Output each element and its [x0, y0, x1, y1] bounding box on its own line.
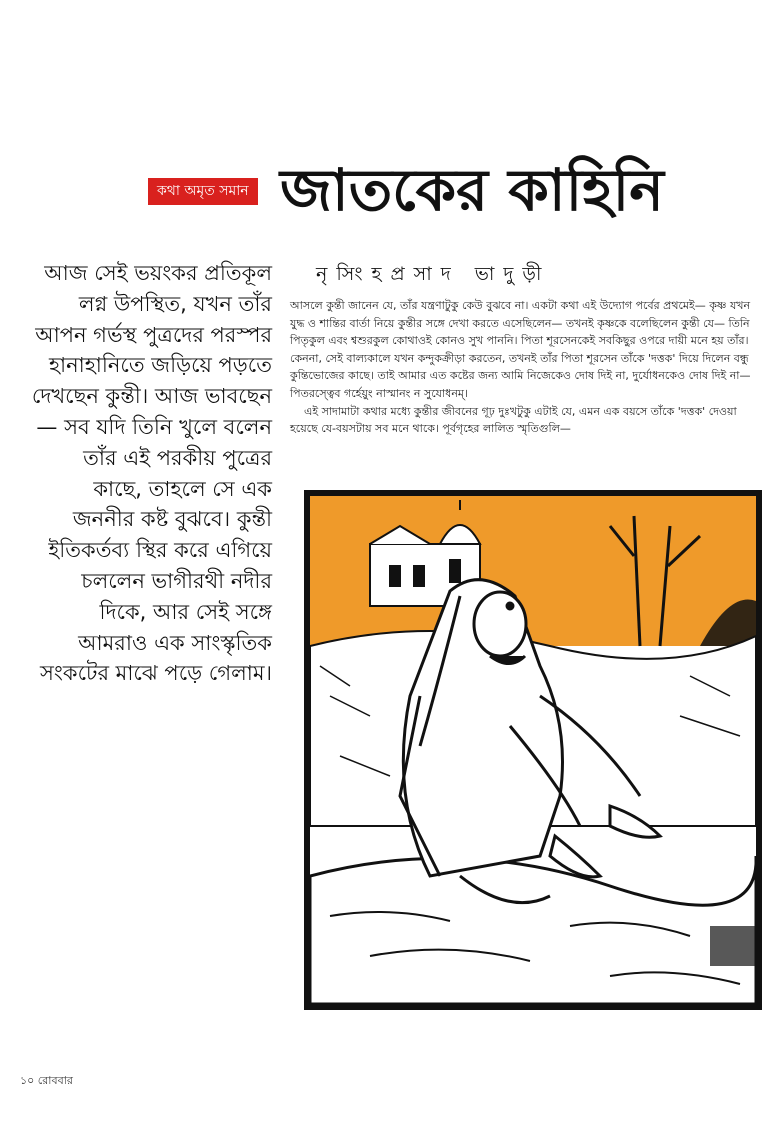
author-byline: নৃসিংহপ্রসাদ ভাদুড়ী	[316, 263, 551, 285]
pull-quote: আজ সেই ভয়ংকর প্রতিকূল লগ্ন উপস্থিত, যখন তাঁর আপন গর্ভস্থ পুত্রদের পরস্পর হানাহানিতে জড়িয়ে পড়তে দেখছেন কুন্তী। আজ ভাবছেন— সব যদি তিনি খুলে বলেন তাঁর এই পরকীয় পুত্রের কাছে, তাহলে সে এক জননীর কষ্ট বুঝবে। কুন্তী ইতিকর্তব্য স্থির করে এগিয়ে চললেন ভাগীরথী নদীর দিকে, আর সেই সঙ্গে আমরাও এক সাংস্কৃতিক সংকটের মাঝে পড়ে গেলাম।	[31, 261, 272, 686]
body-paragraph-1: আসলে কুন্তী জানেন যে, তাঁর যন্ত্রণাটুকু কেউ বুঝবে না। একটা কথা এই উদ্যোগ পর্বের প্রথমেই— কৃষ্ণ যখন যুদ্ধ ও শান্তির বার্তা নিয়ে কুন্তীর সঙ্গে দেখা করতে এসেছিলেন— তখনই কৃষ্ণকে বলেছিলেন কুন্তী যে— তিনি পিতৃকুল এবং শ্বশুরকুল কোথাওই কোনও সুখ পাননি। পিতা শূরসেনকেই সবকিছুর ওপরে দায়ী মনে হয় তাঁর। কেননা, সেই বাল্যকালে যখন কন্দুকক্রীড়া করতেন, তখনই তাঁর পিতা শূরসেন তাঁকে 'দত্তক' দিয়ে দিলেন বন্ধু কুন্তিভোজের কাছে। তাই আমার এত কষ্টের জন্য আমি নিজেকেও দোষ দিই না, দুর্যোধনকেও দোষ দিই না— পিতরস্ত্বেব গর্হেয়ুং নাস্মানং ন সুযোধনম্।	[290, 299, 751, 400]
woman-by-river-illustration	[304, 490, 762, 1010]
boat-edge	[710, 926, 756, 966]
article-body	[290, 297, 754, 438]
page-folio: ১০ রোববার	[20, 1074, 73, 1087]
body-paragraph-2: এই সাদামাটা কথার মধ্যে কুন্তীর জীবনের গূঢ় দুঃখটুকু এটাই যে, এমন এক বয়সে তাঁকে 'দত্তক' দেওয়া হয়েছে যে-বয়সটায় সব মনে থাকে। পূর্বগৃহের লালিত স্মৃতিগুলি—	[290, 404, 737, 436]
river	[310, 856, 756, 1004]
article-title: জাতকের কাহিনি	[280, 156, 664, 224]
section-tag: কথা অমৃত সমান	[148, 178, 258, 205]
illustration-artwork	[310, 496, 756, 1004]
